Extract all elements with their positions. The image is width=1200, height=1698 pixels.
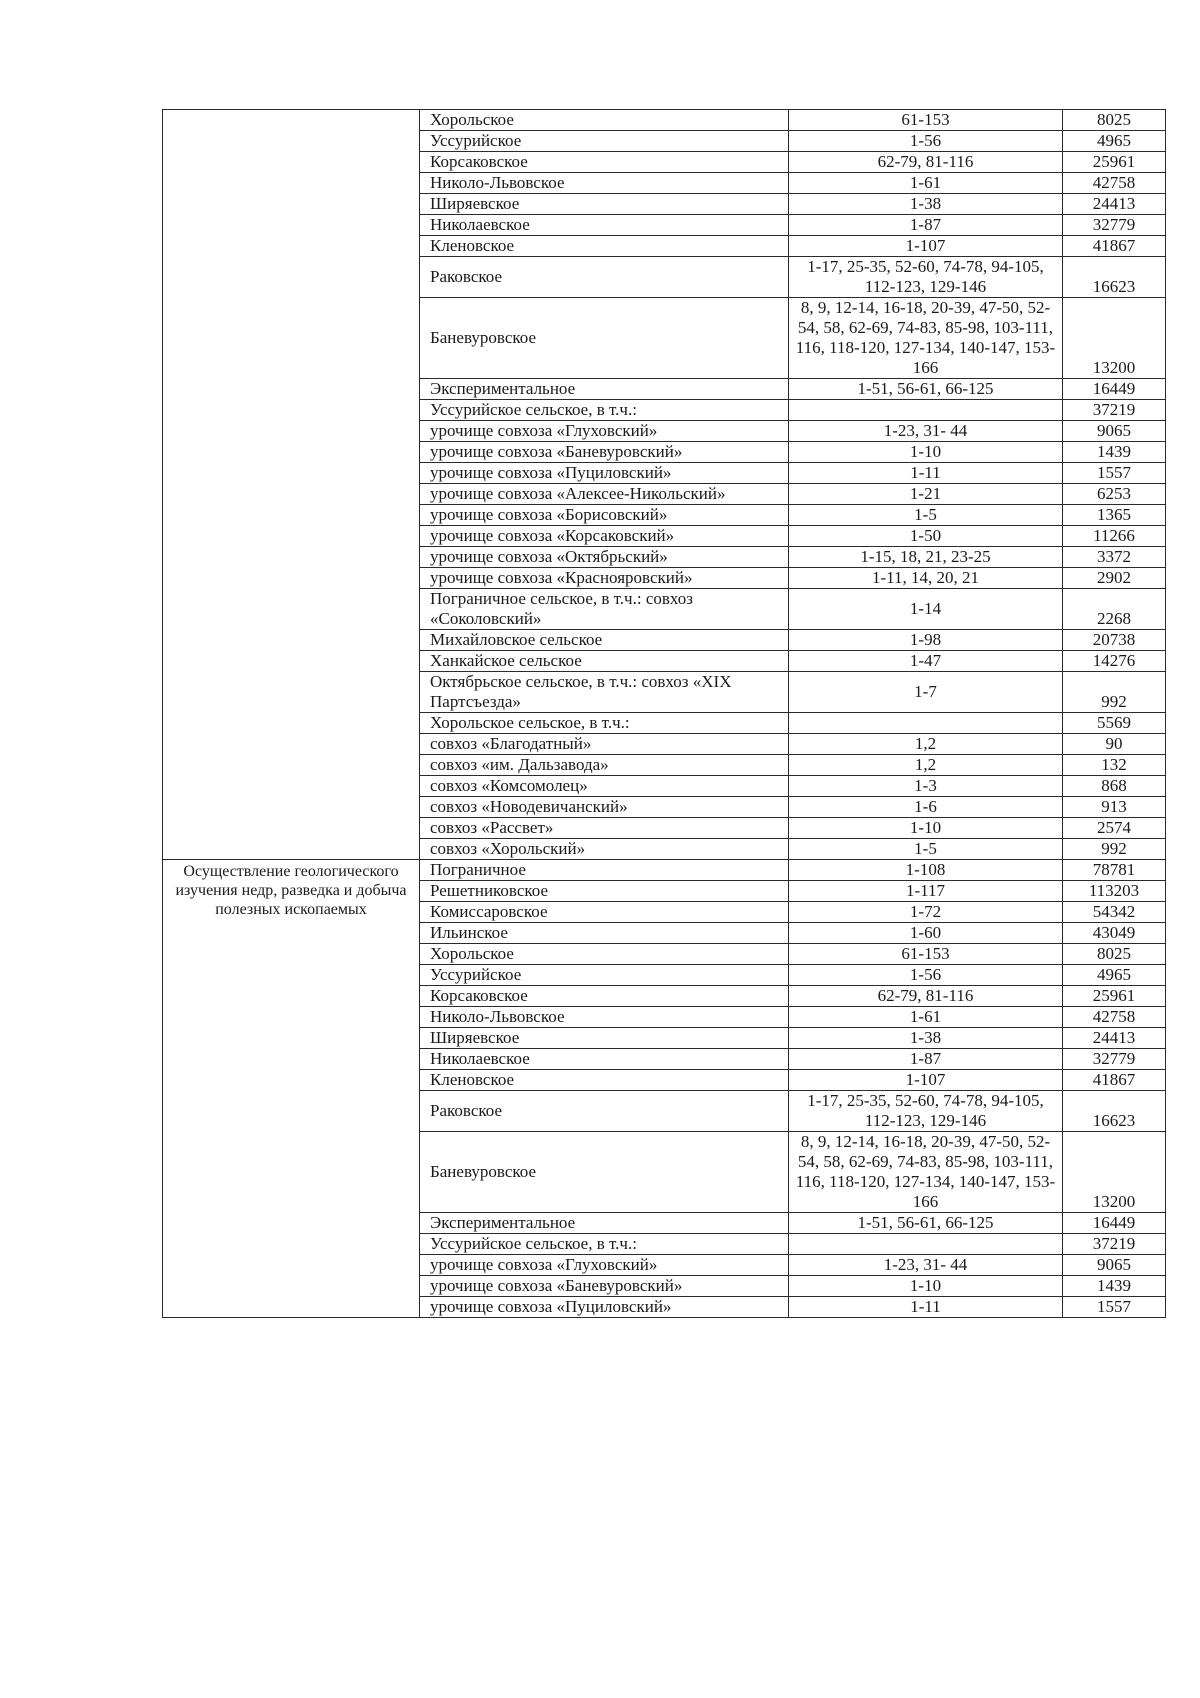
plot-area-cell: 11266 (1063, 526, 1166, 547)
plot-name-cell: урочище совхоза «Корсаковский» (420, 526, 789, 547)
plot-name-cell: совхоз «им. Дальзавода» (420, 755, 789, 776)
plot-name-cell: Пограничное (420, 860, 789, 881)
plot-name-cell: Николаевское (420, 215, 789, 236)
plot-numbers-cell: 61-153 (789, 944, 1063, 965)
plot-area-cell: 1439 (1063, 442, 1166, 463)
plot-numbers-cell: 1-50 (789, 526, 1063, 547)
plot-name-cell: Раковское (420, 1091, 789, 1132)
plot-name-cell: урочище совхоза «Глуховский» (420, 1255, 789, 1276)
plot-name-cell: Николо-Львовское (420, 1007, 789, 1028)
table-row (163, 860, 1166, 881)
plot-name-cell: урочище совхоза «Глуховский» (420, 421, 789, 442)
plot-area-cell: 32779 (1063, 1049, 1166, 1070)
plot-area-cell: 1365 (1063, 505, 1166, 526)
plot-numbers-cell: 8, 9, 12-14, 16-18, 20-39, 47-50, 52-54, 58, 62-69, 74-83, 85-98, 103-111, 116, 118-120, 127-134, 140-147, 153-166 (789, 1132, 1063, 1213)
plot-area-cell: 8025 (1063, 944, 1166, 965)
plot-name-cell: урочище совхоза «Пуциловский» (420, 463, 789, 484)
plot-numbers-cell: 1-23, 31- 44 (789, 421, 1063, 442)
activity-cell: Осуществление геологического изучения недр, разведка и добыча полезных ископаемых (163, 860, 420, 1318)
plot-name-cell: урочище совхоза «Алексее-Никольский» (420, 484, 789, 505)
plot-name-cell: Хорольское (420, 944, 789, 965)
plot-area-cell: 913 (1063, 797, 1166, 818)
plot-numbers-cell: 1-51, 56-61, 66-125 (789, 1213, 1063, 1234)
plot-area-cell: 20738 (1063, 630, 1166, 651)
land-plots-table (162, 109, 1166, 1318)
plot-name-cell: урочище совхоза «Баневуровский» (420, 442, 789, 463)
plot-numbers-cell: 1-7 (789, 672, 1063, 713)
plot-area-cell: 5569 (1063, 713, 1166, 734)
plot-name-cell: Пограничное сельское, в т.ч.: совхоз «Соколовский» (420, 589, 789, 630)
plot-area-cell: 992 (1063, 839, 1166, 860)
plot-name-cell: Уссурийское сельское, в т.ч.: (420, 1234, 789, 1255)
plot-name-cell: Баневуровское (420, 298, 789, 379)
plot-area-cell: 24413 (1063, 1028, 1166, 1049)
plot-numbers-cell: 1-23, 31- 44 (789, 1255, 1063, 1276)
plot-name-cell: Уссурийское сельское, в т.ч.: (420, 400, 789, 421)
plot-numbers-cell (789, 1234, 1063, 1255)
plot-numbers-cell: 1-108 (789, 860, 1063, 881)
plot-numbers-cell: 1-72 (789, 902, 1063, 923)
plot-area-cell: 78781 (1063, 860, 1166, 881)
plot-area-cell: 42758 (1063, 173, 1166, 194)
plot-area-cell: 868 (1063, 776, 1166, 797)
plot-name-cell: совхоз «Рассвет» (420, 818, 789, 839)
plot-numbers-cell (789, 713, 1063, 734)
plot-name-cell: Уссурийское (420, 965, 789, 986)
plot-name-cell: Корсаковское (420, 986, 789, 1007)
plot-numbers-cell: 62-79, 81-116 (789, 152, 1063, 173)
plot-area-cell: 2574 (1063, 818, 1166, 839)
plot-area-cell: 37219 (1063, 1234, 1166, 1255)
plot-area-cell: 6253 (1063, 484, 1166, 505)
plot-numbers-cell: 1-38 (789, 194, 1063, 215)
plot-name-cell: Кленовское (420, 1070, 789, 1091)
plot-name-cell: Экспериментальное (420, 379, 789, 400)
plot-area-cell: 54342 (1063, 902, 1166, 923)
plot-numbers-cell: 1-107 (789, 1070, 1063, 1091)
plot-area-cell: 90 (1063, 734, 1166, 755)
plot-area-cell: 16449 (1063, 379, 1166, 400)
empty-activity-cell (163, 110, 420, 860)
plot-numbers-cell: 1-11 (789, 1297, 1063, 1318)
plot-area-cell: 2902 (1063, 568, 1166, 589)
plot-numbers-cell: 1-11 (789, 463, 1063, 484)
plot-area-cell: 8025 (1063, 110, 1166, 131)
plot-area-cell: 9065 (1063, 1255, 1166, 1276)
plot-area-cell: 1557 (1063, 463, 1166, 484)
plot-name-cell: Николаевское (420, 1049, 789, 1070)
plot-name-cell: совхоз «Хорольский» (420, 839, 789, 860)
plot-numbers-cell: 1-10 (789, 1276, 1063, 1297)
plot-area-cell: 1439 (1063, 1276, 1166, 1297)
plot-name-cell: Экспериментальное (420, 1213, 789, 1234)
plot-area-cell: 24413 (1063, 194, 1166, 215)
plot-numbers-cell: 1-117 (789, 881, 1063, 902)
table-row (163, 110, 1166, 131)
plot-numbers-cell: 1-6 (789, 797, 1063, 818)
plot-area-cell: 13200 (1063, 1132, 1166, 1213)
plot-name-cell: совхоз «Новодевичанский» (420, 797, 789, 818)
plot-numbers-cell: 1-21 (789, 484, 1063, 505)
plot-numbers-cell: 1-56 (789, 965, 1063, 986)
plot-name-cell: урочище совхоза «Краснояровский» (420, 568, 789, 589)
plot-name-cell: Баневуровское (420, 1132, 789, 1213)
plot-numbers-cell: 1-14 (789, 589, 1063, 630)
plot-numbers-cell: 1-60 (789, 923, 1063, 944)
plot-numbers-cell: 1,2 (789, 734, 1063, 755)
plot-name-cell: Ширяевское (420, 1028, 789, 1049)
plot-numbers-cell: 8, 9, 12-14, 16-18, 20-39, 47-50, 52-54, 58, 62-69, 74-83, 85-98, 103-111, 116, 118-120, 127-134, 140-147, 153-166 (789, 298, 1063, 379)
plot-numbers-cell: 1-61 (789, 1007, 1063, 1028)
plot-numbers-cell: 61-153 (789, 110, 1063, 131)
plot-area-cell: 32779 (1063, 215, 1166, 236)
plot-area-cell: 9065 (1063, 421, 1166, 442)
plot-area-cell: 3372 (1063, 547, 1166, 568)
plot-numbers-cell: 1-5 (789, 839, 1063, 860)
plot-numbers-cell: 1,2 (789, 755, 1063, 776)
plot-name-cell: Решетниковское (420, 881, 789, 902)
plot-area-cell: 2268 (1063, 589, 1166, 630)
plot-name-cell: Хорольское сельское, в т.ч.: (420, 713, 789, 734)
plot-name-cell: Ханкайское сельское (420, 651, 789, 672)
plot-area-cell: 1557 (1063, 1297, 1166, 1318)
plot-area-cell: 13200 (1063, 298, 1166, 379)
plot-area-cell: 41867 (1063, 236, 1166, 257)
plot-numbers-cell (789, 400, 1063, 421)
plot-area-cell: 37219 (1063, 400, 1166, 421)
plot-area-cell: 16623 (1063, 1091, 1166, 1132)
plot-name-cell: Ильинское (420, 923, 789, 944)
table-body (163, 110, 1166, 1318)
plot-area-cell: 43049 (1063, 923, 1166, 944)
plot-name-cell: Октябрьское сельское, в т.ч.: совхоз «XIX Партсъезда» (420, 672, 789, 713)
plot-area-cell: 41867 (1063, 1070, 1166, 1091)
plot-name-cell: урочище совхоза «Пуциловский» (420, 1297, 789, 1318)
plot-numbers-cell: 1-17, 25-35, 52-60, 74-78, 94-105, 112-123, 129-146 (789, 1091, 1063, 1132)
plot-area-cell: 14276 (1063, 651, 1166, 672)
plot-name-cell: Кленовское (420, 236, 789, 257)
plot-name-cell: Хорольское (420, 110, 789, 131)
plot-name-cell: совхоз «Комсомолец» (420, 776, 789, 797)
plot-numbers-cell: 1-87 (789, 1049, 1063, 1070)
plot-numbers-cell: 1-10 (789, 442, 1063, 463)
plot-numbers-cell: 62-79, 81-116 (789, 986, 1063, 1007)
plot-name-cell: урочище совхоза «Октябрьский» (420, 547, 789, 568)
plot-name-cell: Раковское (420, 257, 789, 298)
plot-area-cell: 132 (1063, 755, 1166, 776)
plot-numbers-cell: 1-87 (789, 215, 1063, 236)
plot-numbers-cell: 1-51, 56-61, 66-125 (789, 379, 1063, 400)
plot-numbers-cell: 1-38 (789, 1028, 1063, 1049)
plot-numbers-cell: 1-10 (789, 818, 1063, 839)
plot-name-cell: совхоз «Благодатный» (420, 734, 789, 755)
plot-area-cell: 16449 (1063, 1213, 1166, 1234)
plot-name-cell: Николо-Львовское (420, 173, 789, 194)
plot-numbers-cell: 1-107 (789, 236, 1063, 257)
plot-numbers-cell: 1-5 (789, 505, 1063, 526)
plot-numbers-cell: 1-56 (789, 131, 1063, 152)
plot-name-cell: урочище совхоза «Борисовский» (420, 505, 789, 526)
plot-area-cell: 4965 (1063, 965, 1166, 986)
plot-area-cell: 25961 (1063, 152, 1166, 173)
plot-area-cell: 42758 (1063, 1007, 1166, 1028)
plot-name-cell: Корсаковское (420, 152, 789, 173)
plot-area-cell: 25961 (1063, 986, 1166, 1007)
plot-area-cell: 4965 (1063, 131, 1166, 152)
plot-name-cell: Уссурийское (420, 131, 789, 152)
plot-area-cell: 16623 (1063, 257, 1166, 298)
plot-name-cell: Ширяевское (420, 194, 789, 215)
plot-numbers-cell: 1-3 (789, 776, 1063, 797)
plot-name-cell: Михайловское сельское (420, 630, 789, 651)
plot-numbers-cell: 1-61 (789, 173, 1063, 194)
plot-numbers-cell: 1-17, 25-35, 52-60, 74-78, 94-105, 112-123, 129-146 (789, 257, 1063, 298)
plot-numbers-cell: 1-15, 18, 21, 23-25 (789, 547, 1063, 568)
plot-area-cell: 113203 (1063, 881, 1166, 902)
plot-numbers-cell: 1-98 (789, 630, 1063, 651)
plot-numbers-cell: 1-47 (789, 651, 1063, 672)
plot-name-cell: Комиссаровское (420, 902, 789, 923)
plot-name-cell: урочище совхоза «Баневуровский» (420, 1276, 789, 1297)
plot-numbers-cell: 1-11, 14, 20, 21 (789, 568, 1063, 589)
plot-area-cell: 992 (1063, 672, 1166, 713)
